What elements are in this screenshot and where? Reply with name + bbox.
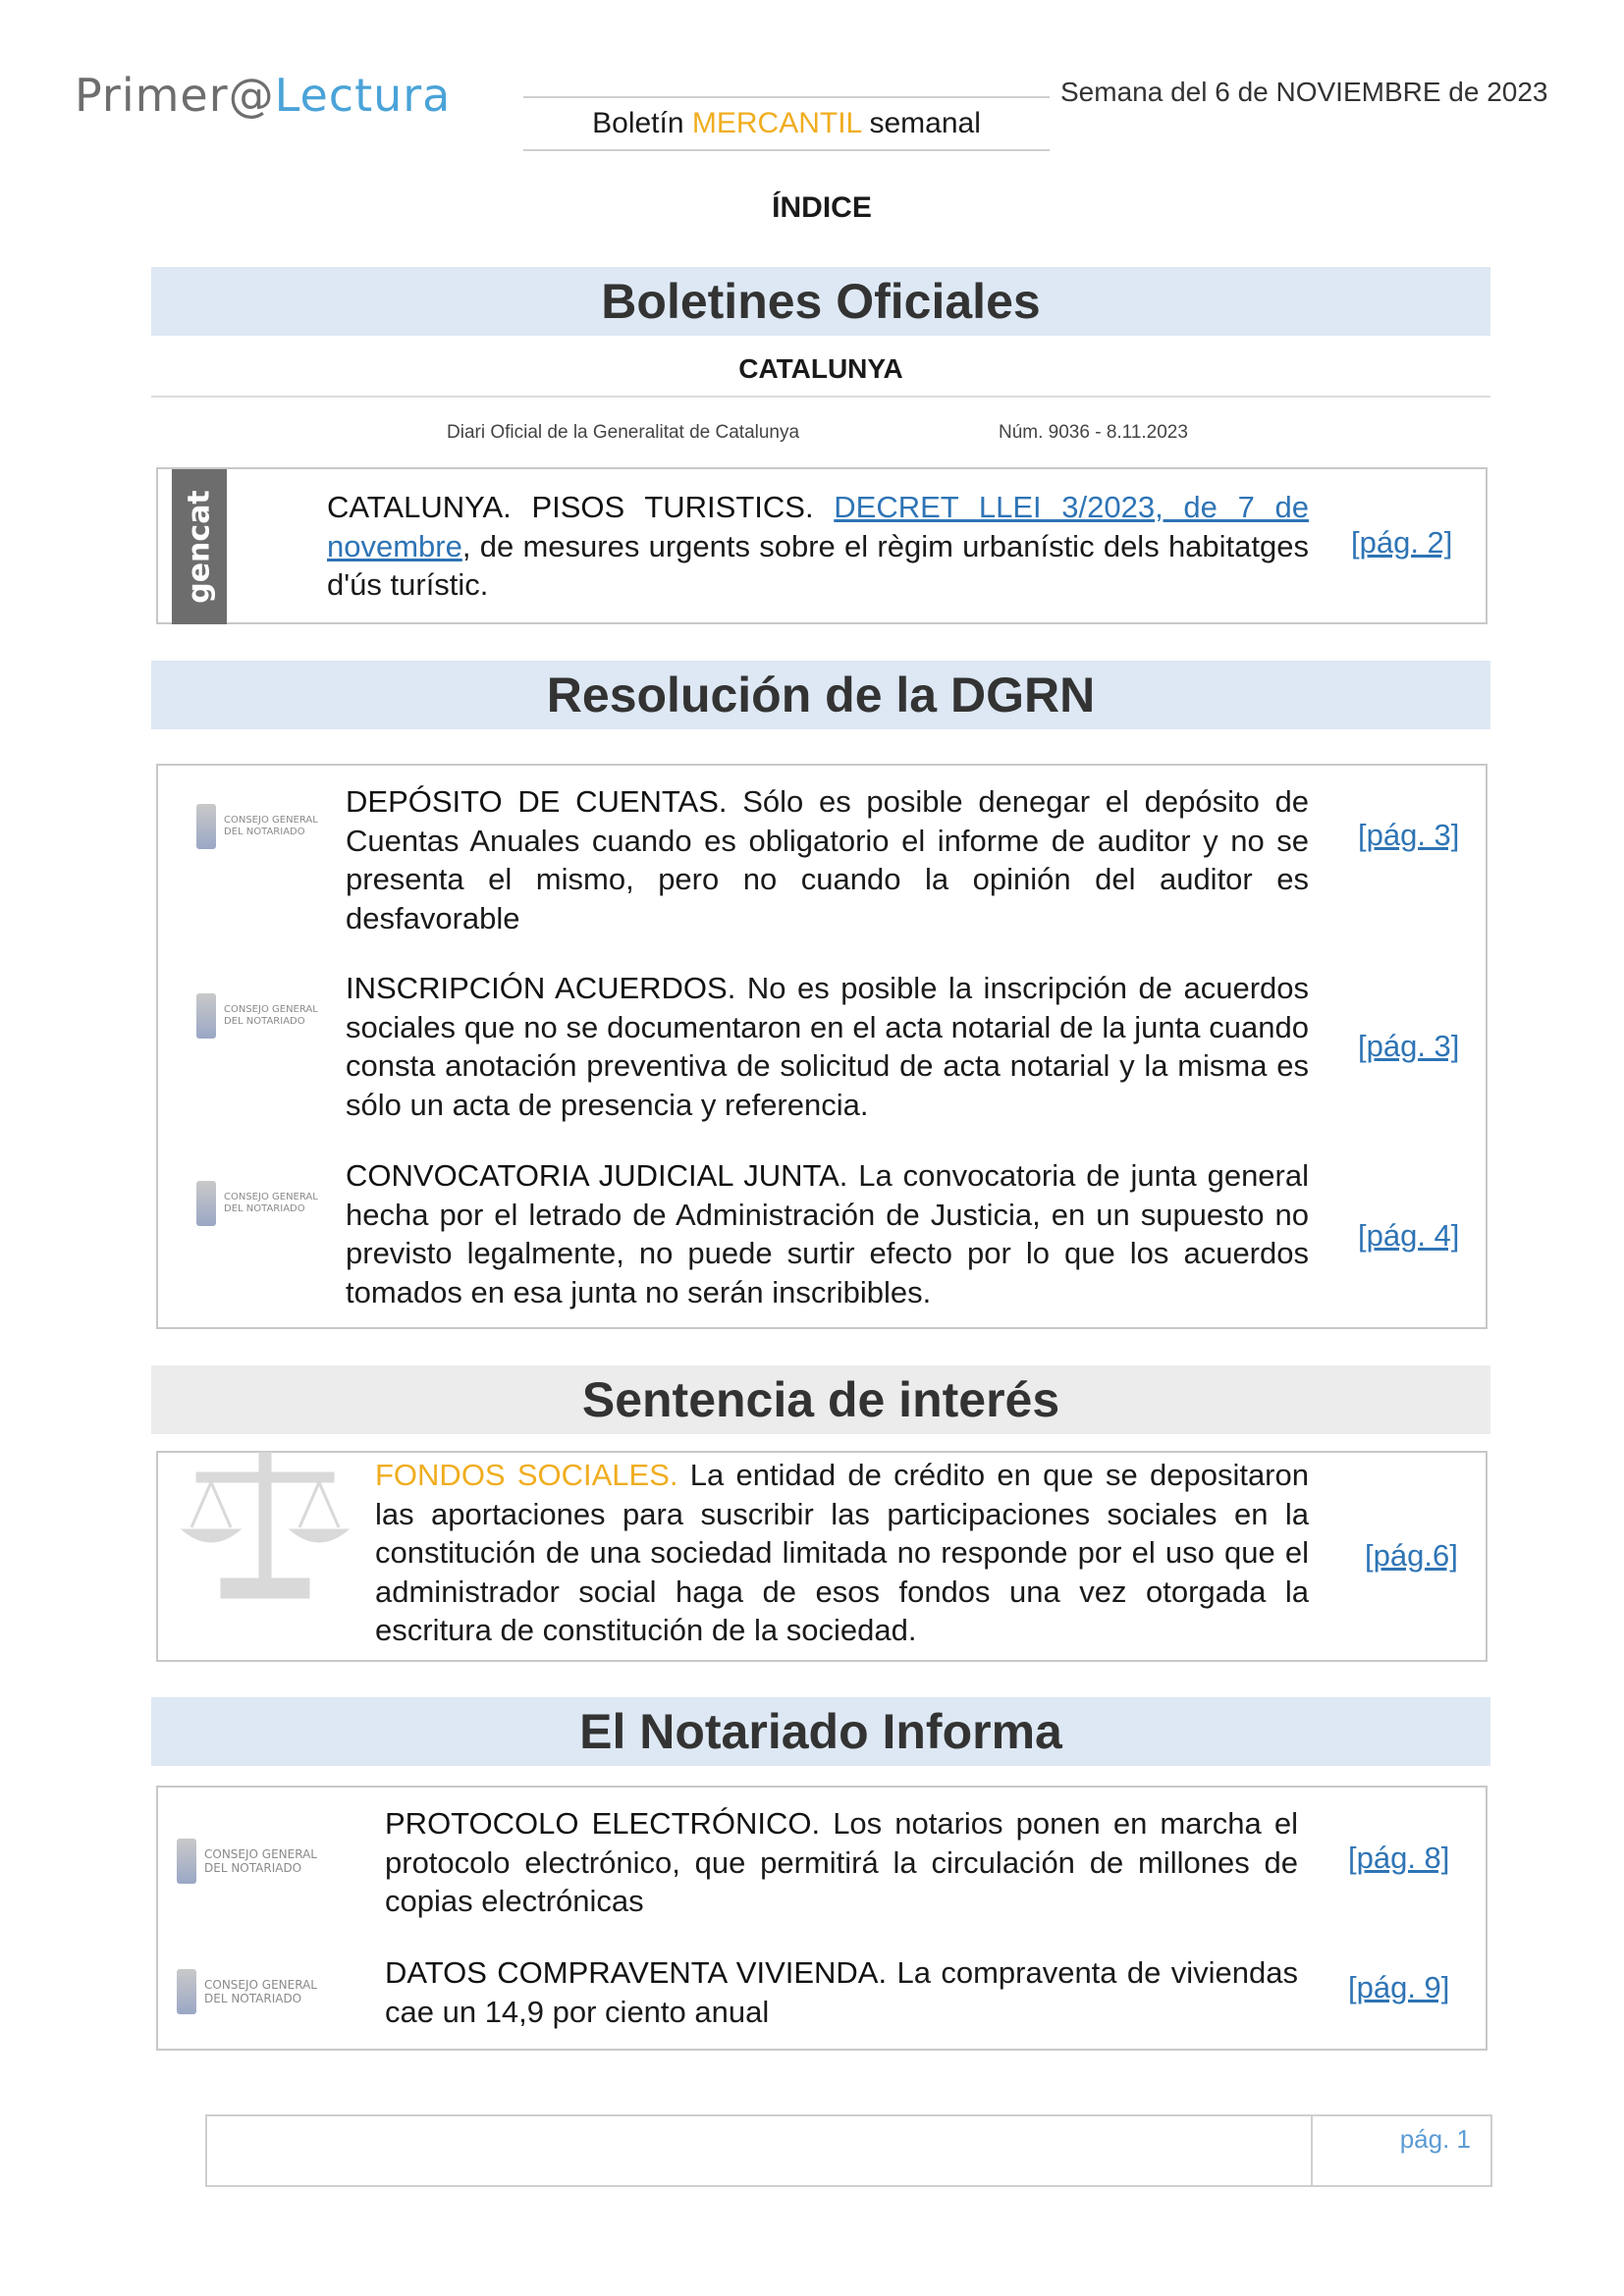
footer-divider [1311,2116,1313,2185]
gencat-logo-icon: gencat [172,469,227,624]
section-sentencia-interes: Sentencia de interés [151,1365,1490,1434]
section-boletines-oficiales: Boletines Oficiales [151,267,1490,336]
entry-deposito-cuentas: DEPÓSITO DE CUENTAS. Sólo es posible denegar el depósito de Cuentas Anuales cuando es obligatorio el informe de auditor y no se presenta el mismo, pero no cuando la opinión del auditor es desfavorable [346,784,1309,935]
entry-convocatoria-judicial: CONVOCATORIA JUDICIAL JUNTA. La convocatoria de junta general hecha por el letrado de Administración de Justicia, en un supuesto no previsto legalmente, no puede surtir efecto por lo que los acuerdos tomados en esa junta no serán inscribibles. [346,1158,1309,1309]
entry-datos-compraventa: DATOS COMPRAVENTA VIVIENDA. La compraventa de viviendas cae un 14,9 por ciento anual [385,1955,1298,2029]
region-heading: CATALUNYA [738,353,903,384]
index-heading: ÍNDICE [772,191,872,224]
page-link[interactable]: [pág. 2] [1351,525,1453,560]
section-notariado-informa: El Notariado Informa [151,1697,1490,1766]
entry-fondos-sociales: FONDOS SOCIALES. La entidad de crédito en que se depositaron las aportaciones para suscribir las participaciones sociales en la constitución de una sociedad limitada no responde por el uso que el administrador social haga de esos fondos una vez otorgada la escritura de constitución de la sociedad. [375,1458,1309,1647]
notariado-logo-icon: CONSEJO GENERAL DEL NOTARIADO [196,804,318,849]
entry-inscripcion-acuerdos: INSCRIPCIÓN ACUERDOS. No es posible la inscripción de acuerdos sociales que no se documentaron en el acta notarial de la junta cuando consta anotación preventiva de solicitud de acta notarial y la misma es sólo un acta de presencia y referencia. [346,971,1310,1122]
notariado-logo-icon: CONSEJO GENERAL DEL NOTARIADO [177,1969,317,2014]
page-link[interactable]: [pág. 4] [1358,1218,1460,1253]
notariado-logo-icon: CONSEJO GENERAL DEL NOTARIADO [196,1181,318,1226]
primera-lectura-logo: Primer@Lectura [75,69,452,122]
emblem-icon [196,993,216,1039]
page-number: pág. 1 [1399,2124,1471,2154]
page-link[interactable]: [pág. 3] [1358,1029,1460,1063]
emblem-icon [196,1181,216,1226]
page-link[interactable]: [pág. 8] [1348,1841,1450,1875]
emblem-icon [196,804,216,849]
notariado-logo-icon: CONSEJO GENERAL DEL NOTARIADO [196,993,318,1039]
page-link[interactable]: [pág. 3] [1358,818,1460,852]
emblem-icon [177,1969,196,2014]
page-link[interactable]: [pág. 9] [1348,1970,1450,2004]
entry-protocolo-electronico: PROTOCOLO ELECTRÓNICO. Los notarios ponen en marcha el protocolo electrónico, que permitirá la circulación de millones de copias electrónicas [385,1806,1298,1918]
section-resolucion-dgrn: Resolución de la DGRN [151,661,1490,729]
decret-link[interactable]: DECRET LLEI 3/2023, de 7 de novembre [327,490,1310,563]
emblem-icon [177,1839,196,1884]
notariado-logo-icon: CONSEJO GENERAL DEL NOTARIADO [177,1839,317,1884]
entry-pisos-turistics: CATALUNYA. PISOS TURISTICS. DECRET LLEI 3/2023, de 7 de novembre, de mesures urgents sobre el règim urbanístic dels habitatges d'ús turístic. [327,490,1310,602]
page-link[interactable]: [pág.6] [1365,1538,1458,1573]
divider [151,396,1490,398]
doc-source: Diari Oficial de la Generalitat de Catalunya [447,422,800,443]
week-date: Semana del 6 de NOVIEMBRE de 2023 [1060,77,1548,107]
page-footer [205,2114,1492,2187]
bulletin-title: Boletín MERCANTIL semanal [523,96,1050,151]
doc-number: Núm. 9036 - 8.11.2023 [999,422,1188,443]
scales-of-justice-icon [177,1451,353,1608]
